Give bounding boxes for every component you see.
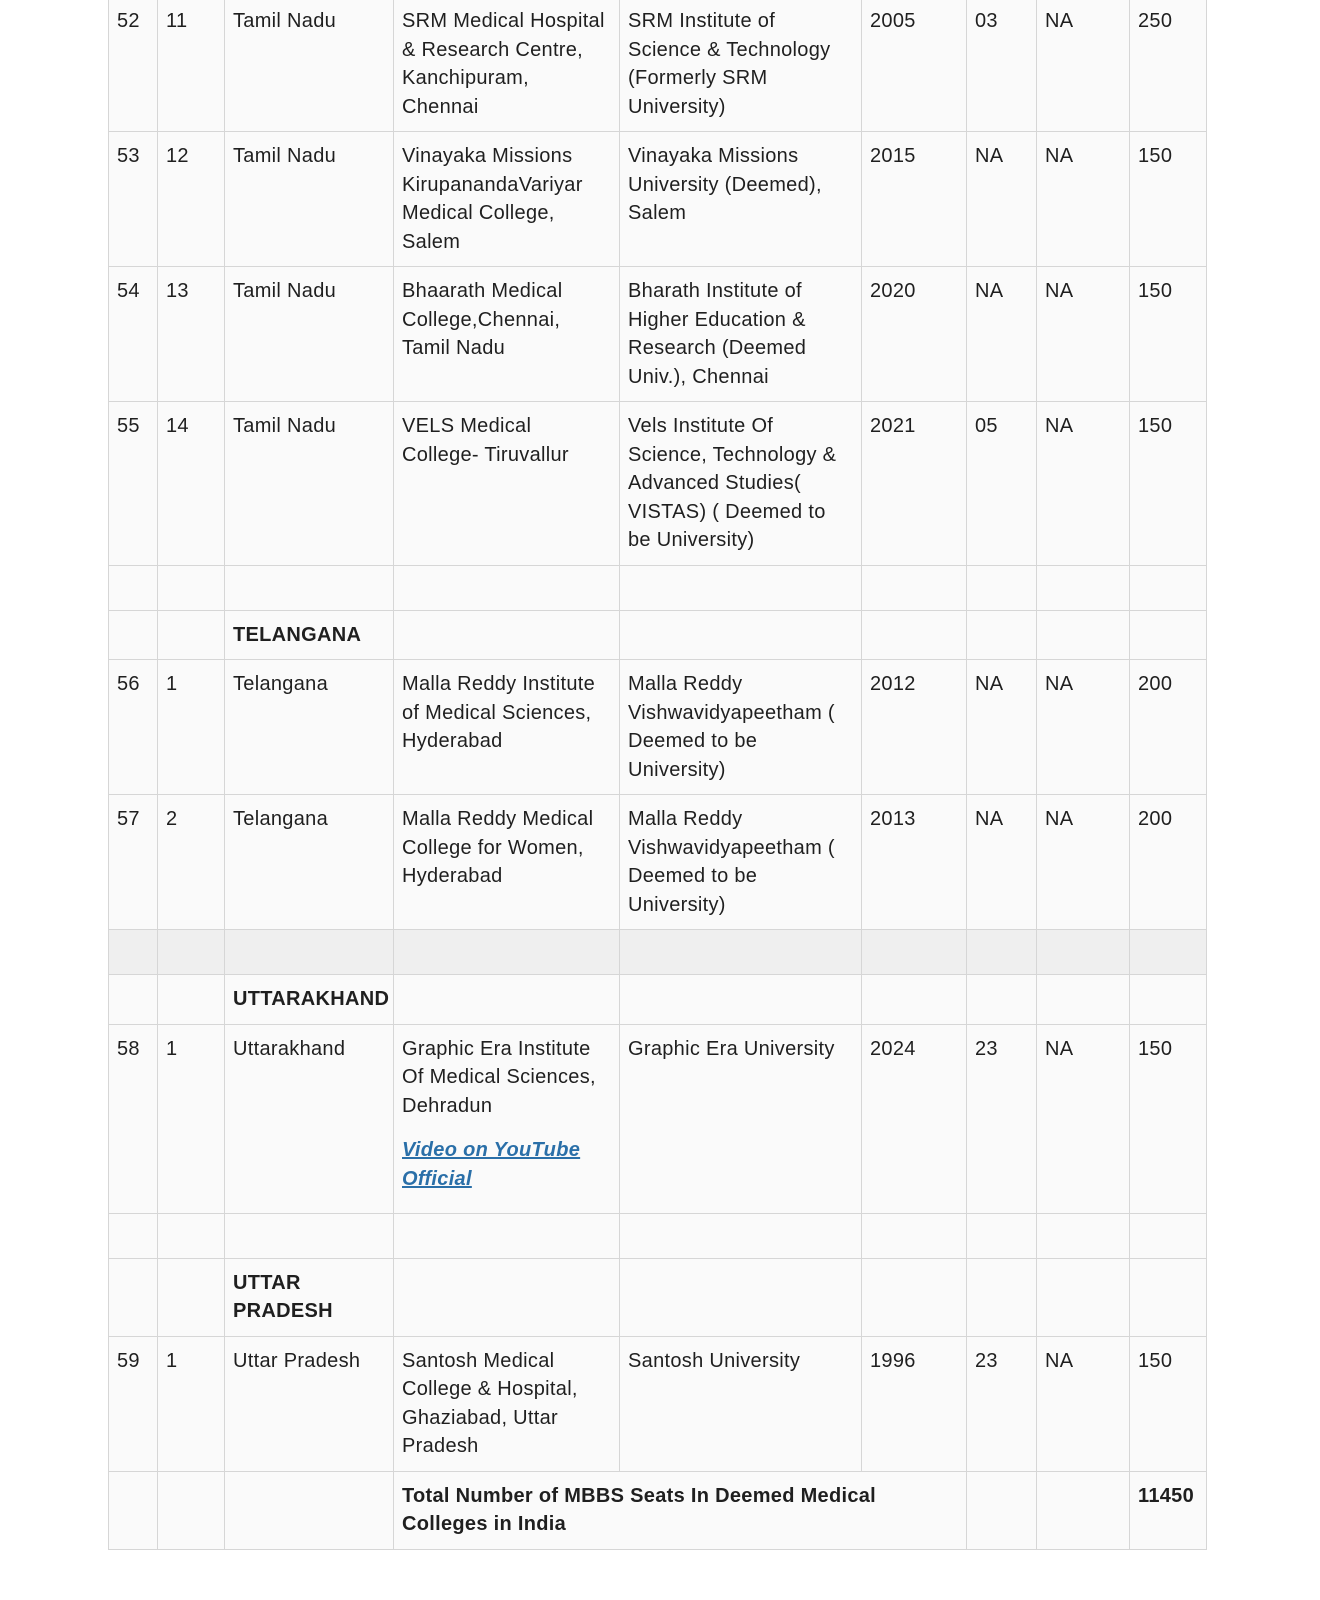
seats-cell: 200 xyxy=(1130,795,1207,930)
table-row xyxy=(109,132,1207,267)
seats-cell: 150 xyxy=(1130,267,1207,402)
state-cell: Tamil Nadu xyxy=(225,132,394,267)
serial-number-cell: 55 xyxy=(109,402,158,566)
empty-cell xyxy=(862,930,967,975)
state-number-cell: 1 xyxy=(158,1336,225,1471)
university-cell: Bharath Institute of Higher Education & Research (Deemed Univ.), Chennai xyxy=(620,267,862,402)
college-name: VELS Medical College- Tiruvallur xyxy=(402,415,569,466)
deemed-colleges-table xyxy=(108,0,1207,1550)
state-number-cell: 1 xyxy=(158,1024,225,1213)
empty-cell xyxy=(1037,610,1130,660)
table-row xyxy=(109,267,1207,402)
empty-cell xyxy=(225,930,394,975)
table-row xyxy=(109,660,1207,795)
empty-cell xyxy=(109,1471,158,1549)
state-number-cell: 14 xyxy=(158,402,225,566)
empty-cell xyxy=(1037,1471,1130,1549)
empty-cell xyxy=(862,610,967,660)
spacer-row xyxy=(109,565,1207,610)
table-row xyxy=(109,1024,1207,1213)
empty-cell xyxy=(109,1258,158,1336)
seats-cell: 150 xyxy=(1130,402,1207,566)
empty-cell xyxy=(158,565,225,610)
empty-cell xyxy=(394,610,620,660)
empty-cell xyxy=(1130,1213,1207,1258)
seats-cell: 150 xyxy=(1130,132,1207,267)
college-name-cell xyxy=(394,660,620,795)
empty-cell xyxy=(225,1213,394,1258)
empty-cell xyxy=(109,565,158,610)
empty-cell xyxy=(394,1258,620,1336)
serial-number-cell: 52 xyxy=(109,0,158,132)
university-cell: SRM Institute of Science & Technology (Formerly SRM University) xyxy=(620,0,862,132)
college-name-cell xyxy=(394,267,620,402)
university-cell: Vels Institute Of Science, Technology & Advanced Studies( VISTAS) ( Deemed to be University) xyxy=(620,402,862,566)
empty-cell xyxy=(1037,565,1130,610)
college-name-cell xyxy=(394,795,620,930)
university-cell: Santosh University xyxy=(620,1336,862,1471)
college-name: Graphic Era Institute Of Medical Sciences, Dehradun xyxy=(402,1037,596,1117)
empty-cell xyxy=(394,975,620,1025)
state-cell: Uttar Pradesh xyxy=(225,1336,394,1471)
college-name-cell xyxy=(394,402,620,566)
spacer-row xyxy=(109,930,1207,975)
year-cell: 2021 xyxy=(862,402,967,566)
state-heading: UTTARAKHAND xyxy=(225,975,394,1025)
table-row xyxy=(109,402,1207,566)
empty-cell xyxy=(394,930,620,975)
empty-cell xyxy=(967,975,1037,1025)
empty-cell xyxy=(109,975,158,1025)
college-name-cell xyxy=(394,1336,620,1471)
serial-number-cell: 53 xyxy=(109,132,158,267)
college-name-cell xyxy=(394,0,620,132)
empty-cell xyxy=(158,610,225,660)
state-number-cell: 12 xyxy=(158,132,225,267)
state-heading-row xyxy=(109,975,1207,1025)
college-name: Bhaarath Medical College,Chennai, Tamil Nadu xyxy=(402,280,563,359)
empty-cell xyxy=(158,975,225,1025)
empty-cell xyxy=(967,1258,1037,1336)
column-7-cell: 23 xyxy=(967,1336,1037,1471)
university-cell: Malla Reddy Vishwavidyapeetham ( Deemed to be University) xyxy=(620,660,862,795)
serial-number-cell: 56 xyxy=(109,660,158,795)
college-name: Malla Reddy Medical College for Women, Hyderabad xyxy=(402,808,594,887)
youtube-video-link[interactable]: Video on YouTube Official xyxy=(402,1139,581,1190)
column-7-cell: 03 xyxy=(967,0,1037,132)
empty-cell xyxy=(158,1471,225,1549)
state-number-cell: 11 xyxy=(158,0,225,132)
column-8-cell: NA xyxy=(1037,1024,1130,1213)
college-name: Vinayaka Missions KirupanandaVariyar Medical College, Salem xyxy=(402,145,583,253)
empty-cell xyxy=(967,610,1037,660)
college-name-cell xyxy=(394,132,620,267)
state-number-cell: 2 xyxy=(158,795,225,930)
empty-cell xyxy=(620,565,862,610)
empty-cell xyxy=(862,1258,967,1336)
empty-cell xyxy=(862,1213,967,1258)
empty-cell xyxy=(109,930,158,975)
state-heading: UTTAR PRADESH xyxy=(225,1258,394,1336)
state-cell: Tamil Nadu xyxy=(225,267,394,402)
serial-number-cell: 54 xyxy=(109,267,158,402)
year-cell: 2024 xyxy=(862,1024,967,1213)
empty-cell xyxy=(620,975,862,1025)
university-cell: Malla Reddy Vishwavidyapeetham ( Deemed to be University) xyxy=(620,795,862,930)
empty-cell xyxy=(1130,930,1207,975)
college-name: Malla Reddy Institute of Medical Sciences, Hyderabad xyxy=(402,673,596,752)
empty-cell xyxy=(620,1213,862,1258)
state-cell: Telangana xyxy=(225,660,394,795)
college-name: SRM Medical Hospital & Research Centre, Kanchipuram, Chennai xyxy=(402,10,605,118)
seats-cell: 150 xyxy=(1130,1024,1207,1213)
empty-cell xyxy=(1130,975,1207,1025)
table-body xyxy=(109,0,1207,1549)
state-cell: Telangana xyxy=(225,795,394,930)
column-8-cell: NA xyxy=(1037,1336,1130,1471)
seats-cell: 150 xyxy=(1130,1336,1207,1471)
seats-cell: 200 xyxy=(1130,660,1207,795)
column-8-cell: NA xyxy=(1037,267,1130,402)
empty-cell xyxy=(225,565,394,610)
college-name-cell xyxy=(394,1024,620,1213)
empty-cell xyxy=(620,930,862,975)
state-heading-row xyxy=(109,1258,1207,1336)
empty-cell xyxy=(158,930,225,975)
empty-cell xyxy=(620,1258,862,1336)
empty-cell xyxy=(1037,1213,1130,1258)
empty-cell xyxy=(967,1471,1037,1549)
empty-cell xyxy=(158,1213,225,1258)
column-7-cell: NA xyxy=(967,132,1037,267)
state-number-cell: 13 xyxy=(158,267,225,402)
seats-cell: 250 xyxy=(1130,0,1207,132)
state-heading: TELANGANA xyxy=(225,610,394,660)
column-7-cell: NA xyxy=(967,795,1037,930)
total-label: Total Number of MBBS Seats In Deemed Medical Colleges in India xyxy=(394,1471,967,1549)
column-7-cell: 23 xyxy=(967,1024,1037,1213)
empty-cell xyxy=(1037,930,1130,975)
empty-cell xyxy=(158,1258,225,1336)
table-row xyxy=(109,0,1207,132)
empty-cell xyxy=(620,610,862,660)
empty-cell xyxy=(394,1213,620,1258)
total-row xyxy=(109,1471,1207,1549)
empty-cell xyxy=(1130,565,1207,610)
empty-cell xyxy=(394,565,620,610)
year-cell: 2012 xyxy=(862,660,967,795)
empty-cell xyxy=(1130,1258,1207,1336)
column-7-cell: 05 xyxy=(967,402,1037,566)
empty-cell xyxy=(109,610,158,660)
table-row xyxy=(109,795,1207,930)
state-number-cell: 1 xyxy=(158,660,225,795)
spacer-row xyxy=(109,1213,1207,1258)
empty-cell xyxy=(109,1213,158,1258)
empty-cell xyxy=(967,930,1037,975)
table-row xyxy=(109,1336,1207,1471)
column-8-cell: NA xyxy=(1037,0,1130,132)
column-8-cell: NA xyxy=(1037,132,1130,267)
state-heading-row xyxy=(109,610,1207,660)
serial-number-cell: 57 xyxy=(109,795,158,930)
state-cell: Uttarakhand xyxy=(225,1024,394,1213)
column-7-cell: NA xyxy=(967,660,1037,795)
year-cell: 2013 xyxy=(862,795,967,930)
college-name: Santosh Medical College & Hospital, Ghaziabad, Uttar Pradesh xyxy=(402,1349,578,1457)
empty-cell xyxy=(862,565,967,610)
column-8-cell: NA xyxy=(1037,402,1130,566)
university-cell: Graphic Era University xyxy=(620,1024,862,1213)
empty-cell xyxy=(967,1213,1037,1258)
year-cell: 1996 xyxy=(862,1336,967,1471)
empty-cell xyxy=(1037,975,1130,1025)
empty-cell xyxy=(225,1471,394,1549)
serial-number-cell: 59 xyxy=(109,1336,158,1471)
empty-cell xyxy=(1130,610,1207,660)
state-cell: Tamil Nadu xyxy=(225,402,394,566)
serial-number-cell: 58 xyxy=(109,1024,158,1213)
column-7-cell: NA xyxy=(967,267,1037,402)
empty-cell xyxy=(862,975,967,1025)
year-cell: 2005 xyxy=(862,0,967,132)
year-cell: 2020 xyxy=(862,267,967,402)
university-cell: Vinayaka Missions University (Deemed), Salem xyxy=(620,132,862,267)
state-cell: Tamil Nadu xyxy=(225,0,394,132)
year-cell: 2015 xyxy=(862,132,967,267)
column-8-cell: NA xyxy=(1037,795,1130,930)
empty-cell xyxy=(967,565,1037,610)
empty-cell xyxy=(1037,1258,1130,1336)
column-8-cell: NA xyxy=(1037,660,1130,795)
total-seats: 11450 xyxy=(1130,1471,1207,1549)
